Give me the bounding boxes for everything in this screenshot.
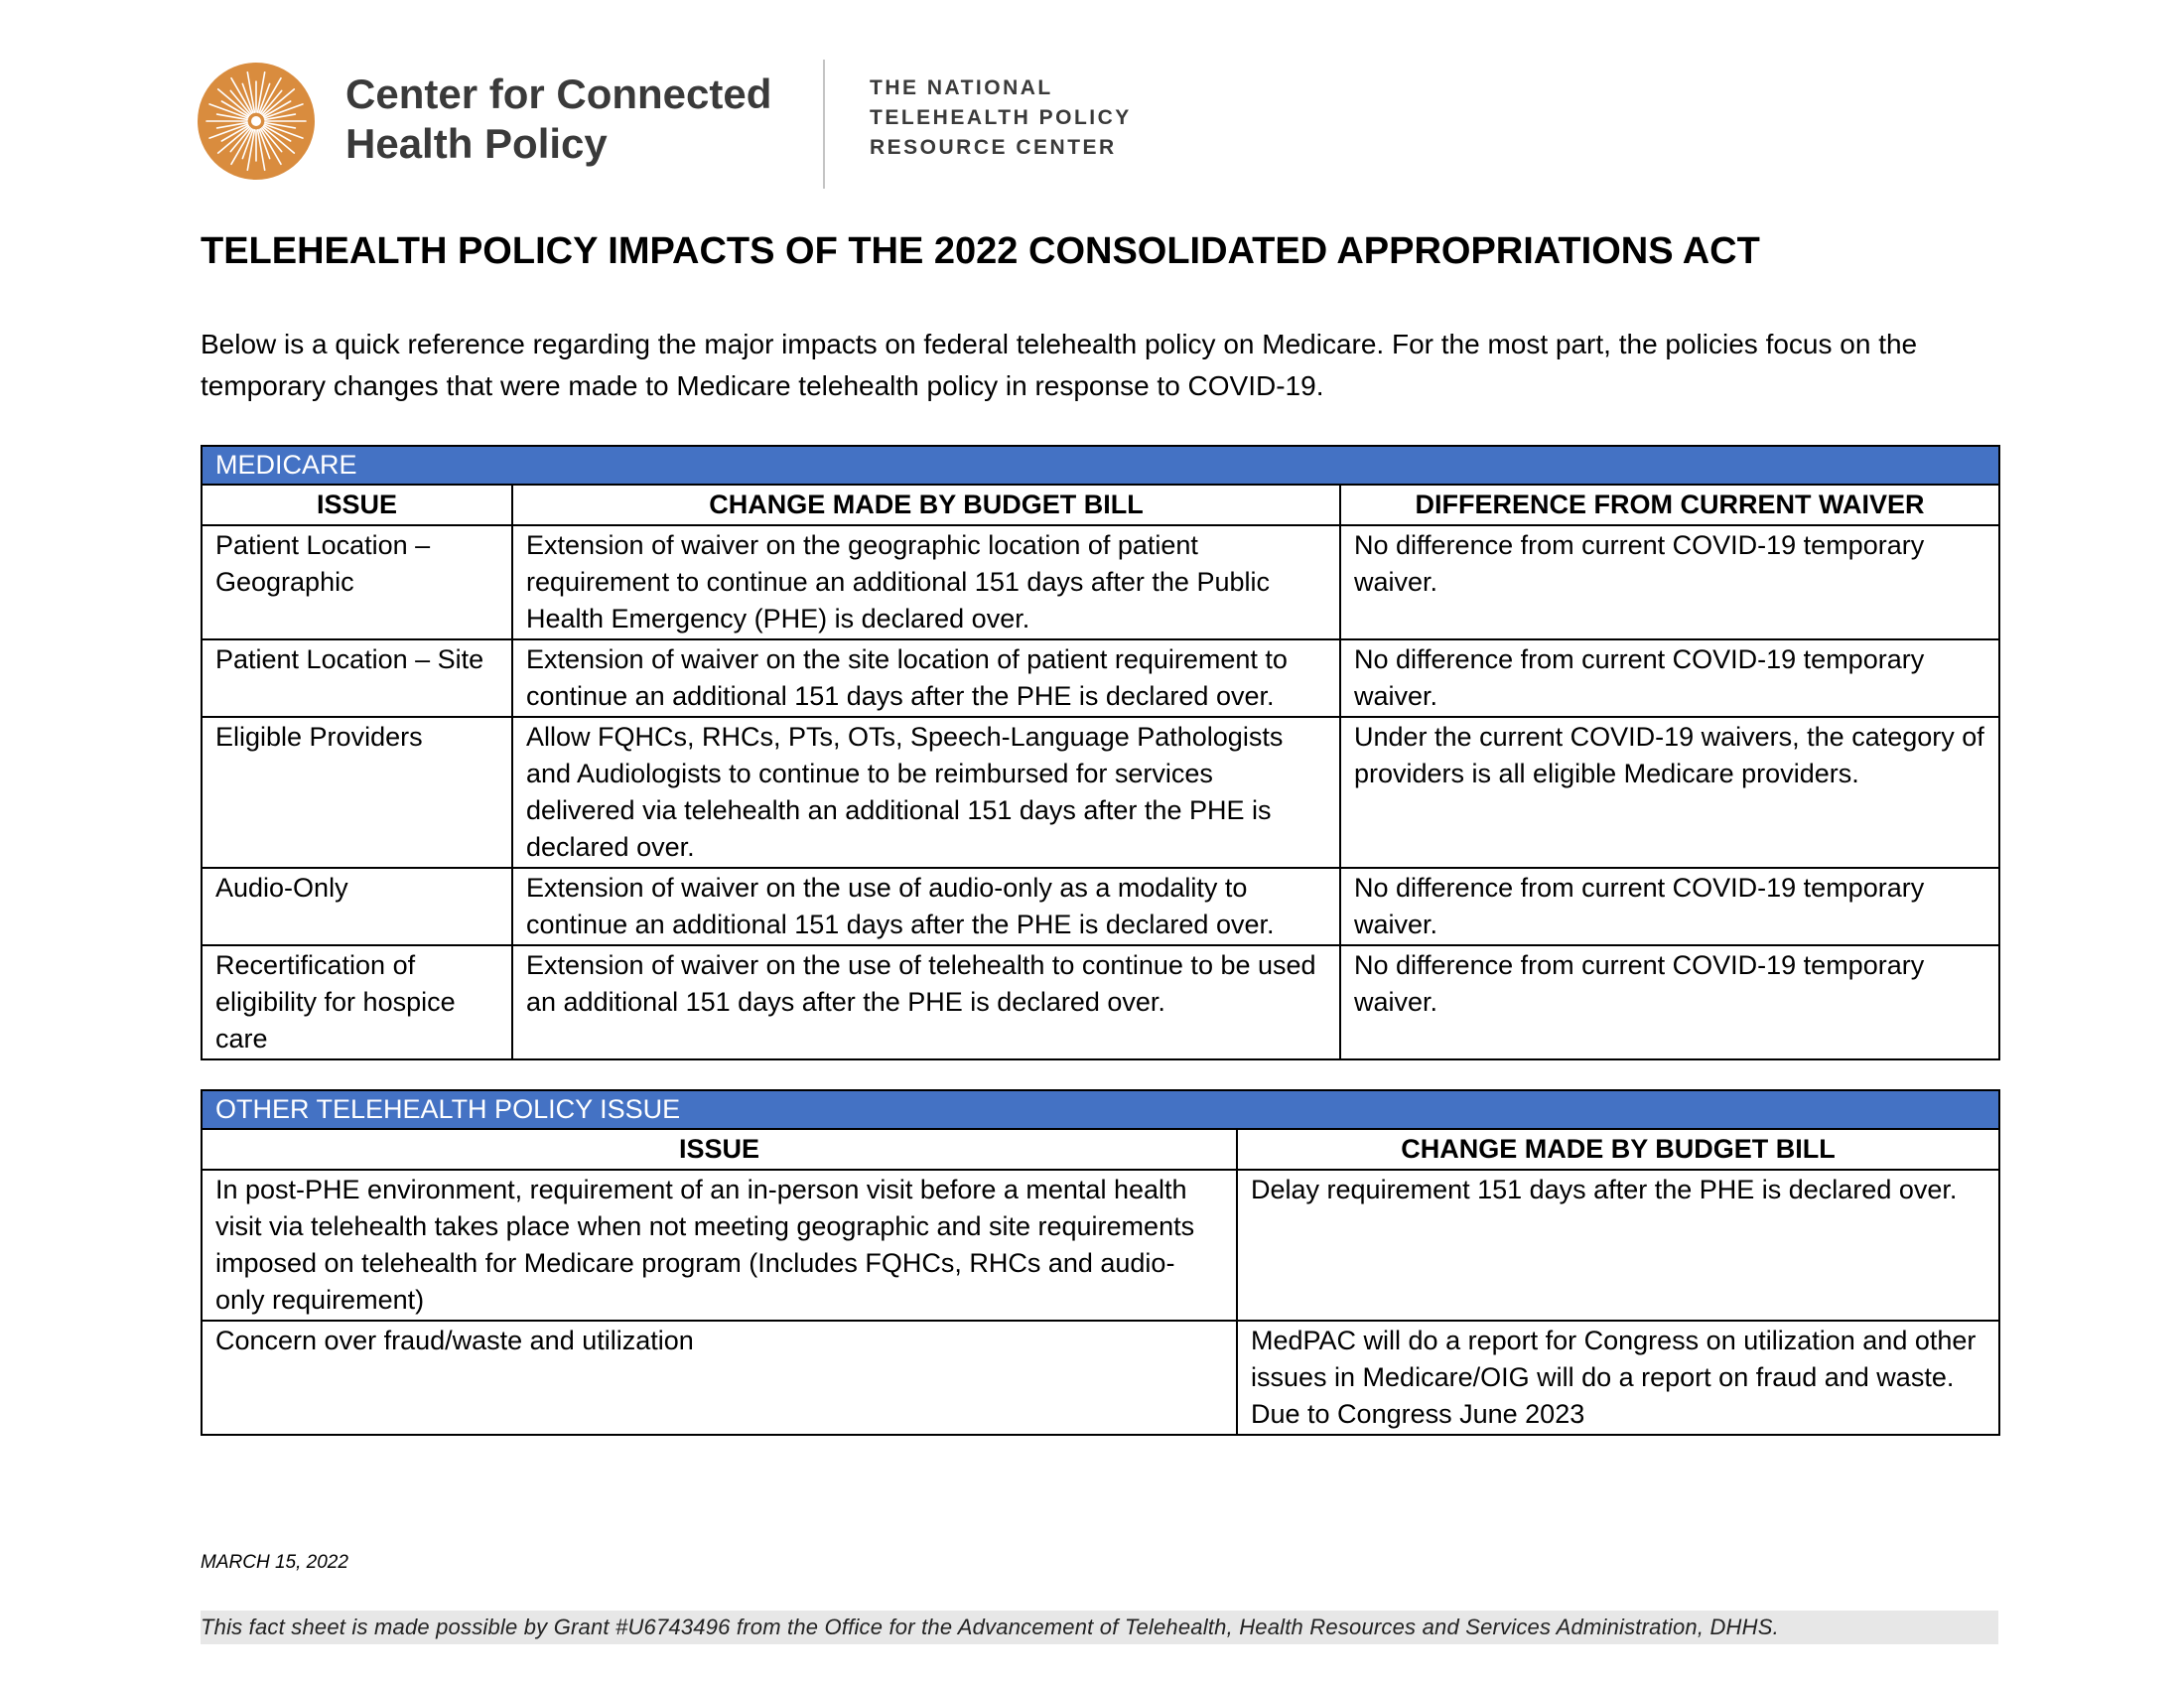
change-cell: Allow FQHCs, RHCs, PTs, OTs, Speech-Language Pathologists and Audiologists to continue to be reimbursed for services delivered via telehealth an additional 151 days after the PHE is declared over. (512, 717, 1340, 868)
other-band-row (202, 1090, 1999, 1129)
medicare-table (201, 445, 2000, 1060)
organization-name-line1: Center for Connected (345, 70, 772, 117)
column-header-change: CHANGE MADE BY BUDGET BILL (512, 485, 1340, 525)
change-cell: Delay requirement 151 days after the PHE is declared over. (1237, 1170, 1999, 1321)
issue-cell: Eligible Providers (202, 717, 512, 868)
issue-cell: Concern over fraud/waste and utilization (202, 1321, 1237, 1435)
column-header-difference: DIFFERENCE FROM CURRENT WAIVER (1340, 485, 1999, 525)
organization-name (345, 70, 771, 169)
difference-cell: Under the current COVID-19 waivers, the category of providers is all eligible Medicare providers. (1340, 717, 1999, 868)
sunburst-logo-icon (197, 62, 316, 181)
table-row (202, 639, 1999, 717)
table-row (202, 1170, 1999, 1321)
table-row (202, 1321, 1999, 1435)
resource-center-line2: TELEHEALTH POLICY (870, 106, 1132, 129)
resource-center-name (870, 73, 1132, 163)
column-header-change: CHANGE MADE BY BUDGET BILL (1237, 1129, 1999, 1170)
table-row (202, 945, 1999, 1059)
table-row (202, 868, 1999, 945)
other-header-row (202, 1129, 1999, 1170)
intro-paragraph: Below is a quick reference regarding the major impacts on federal telehealth policy on Medicare. For the most part, the policies focus on the temporary changes that were made to Medicare telehealth policy in response to COVID-19. (201, 329, 1918, 401)
change-cell: Extension of waiver on the use of audio-only as a modality to continue an additional 151 days after the PHE is declared over. (512, 868, 1340, 945)
change-cell: Extension of waiver on the site location of patient requirement to continue an additional 151 days after the PHE is declared over. (512, 639, 1340, 717)
difference-cell: No difference from current COVID-19 temporary waiver. (1340, 945, 1999, 1059)
table-row (202, 717, 1999, 868)
issue-cell: Patient Location – Site (202, 639, 512, 717)
other-policy-band: OTHER TELEHEALTH POLICY ISSUE (202, 1090, 1999, 1129)
document-title: TELEHEALTH POLICY IMPACTS OF THE 2022 CONSOLIDATED APPROPRIATIONS ACT (201, 230, 1760, 272)
difference-cell: No difference from current COVID-19 temporary waiver. (1340, 868, 1999, 945)
grant-footer: This fact sheet is made possible by Grant #U6743496 from the Office for the Advancement of Telehealth, Health Resources and Services Administration, DHHS. (201, 1611, 1998, 1644)
medicare-band-row (202, 446, 1999, 485)
table-row (202, 525, 1999, 639)
change-cell: Extension of waiver on the use of telehealth to continue to be used an additional 151 days after the PHE is declared over. (512, 945, 1340, 1059)
resource-center-line3: RESOURCE CENTER (870, 136, 1117, 159)
difference-cell: No difference from current COVID-19 temporary waiver. (1340, 525, 1999, 639)
column-header-issue: ISSUE (202, 1129, 1237, 1170)
resource-center-line1: THE NATIONAL (870, 76, 1053, 99)
change-cell: MedPAC will do a report for Congress on utilization and other issues in Medicare/OIG will do a report on fraud and waste. Due to Congress June 2023 (1237, 1321, 1999, 1435)
issue-cell: Recertification of eligibility for hospice care (202, 945, 512, 1059)
issue-cell: Patient Location – Geographic (202, 525, 512, 639)
issue-cell: Audio-Only (202, 868, 512, 945)
logo-divider (823, 60, 825, 189)
medicare-header-row (202, 485, 1999, 525)
difference-cell: No difference from current COVID-19 temporary waiver. (1340, 639, 1999, 717)
change-cell: Extension of waiver on the geographic location of patient requirement to continue an additional 151 days after the Public Health Emergency (PHE) is declared over. (512, 525, 1340, 639)
issue-cell: In post-PHE environment, requirement of an in-person visit before a mental health visit via telehealth takes place when not meeting geographic and site requirements imposed on telehealth for Medicare program (Includes FQHCs, RHCs and audio-only requirement) (202, 1170, 1237, 1321)
organization-name-line2: Health Policy (345, 120, 608, 167)
publication-date: MARCH 15, 2022 (201, 1552, 348, 1573)
medicare-band: MEDICARE (202, 446, 1999, 485)
column-header-issue: ISSUE (202, 485, 512, 525)
other-policy-table (201, 1089, 2000, 1436)
